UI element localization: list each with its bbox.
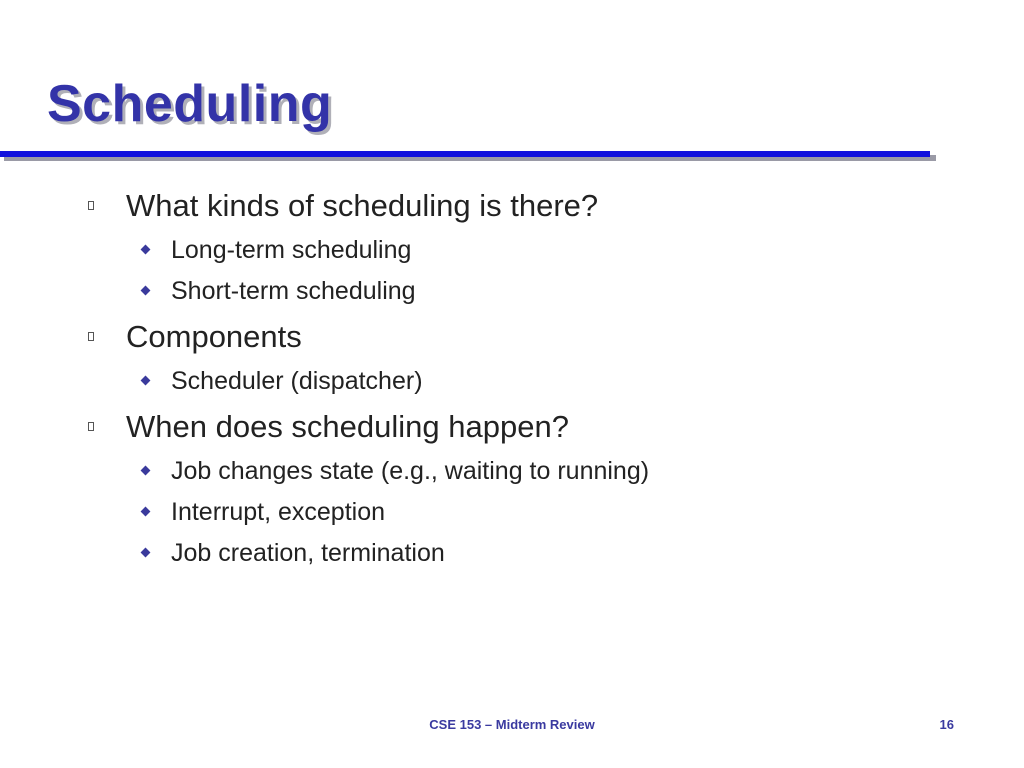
sub-bullet-item (171, 235, 411, 265)
diamond-bullet-icon (141, 376, 151, 386)
bullet-text: Components (126, 319, 302, 354)
sub-bullet-text: Interrupt, exception (171, 498, 386, 526)
slide-title: Scheduling (47, 75, 333, 133)
sub-bullet-text: Short-term scheduling (171, 277, 416, 305)
sub-bullet-text: Job changes state (e.g., waiting to running) (171, 457, 650, 485)
sub-bullet-text: Job creation, termination (171, 539, 445, 567)
bullet-item (126, 188, 598, 224)
diamond-bullet-icon (141, 245, 151, 255)
sub-bullet-text: Scheduler (dispatcher) (171, 367, 423, 395)
bullet-item (126, 319, 302, 355)
box-bullet-icon (88, 332, 94, 341)
box-bullet-icon (88, 201, 94, 210)
sub-bullet-item (171, 456, 649, 486)
diamond-bullet-icon (141, 466, 151, 476)
bullet-item (126, 409, 569, 445)
footer-page-number: 16 (939, 717, 954, 732)
box-bullet-icon (88, 422, 94, 431)
bullet-text: What kinds of scheduling is there? (126, 188, 599, 223)
footer-course: CSE 153 – Midterm Review (429, 717, 595, 732)
diamond-bullet-icon (141, 507, 151, 517)
diamond-bullet-icon (141, 286, 151, 296)
sub-bullet-item (171, 538, 445, 568)
sub-bullet-text: Long-term scheduling (171, 236, 412, 264)
sub-bullet-item (171, 497, 385, 527)
sub-bullet-item (171, 366, 423, 396)
diamond-bullet-icon (141, 548, 151, 558)
bullet-text: When does scheduling happen? (126, 409, 569, 444)
sub-bullet-item (171, 276, 416, 306)
